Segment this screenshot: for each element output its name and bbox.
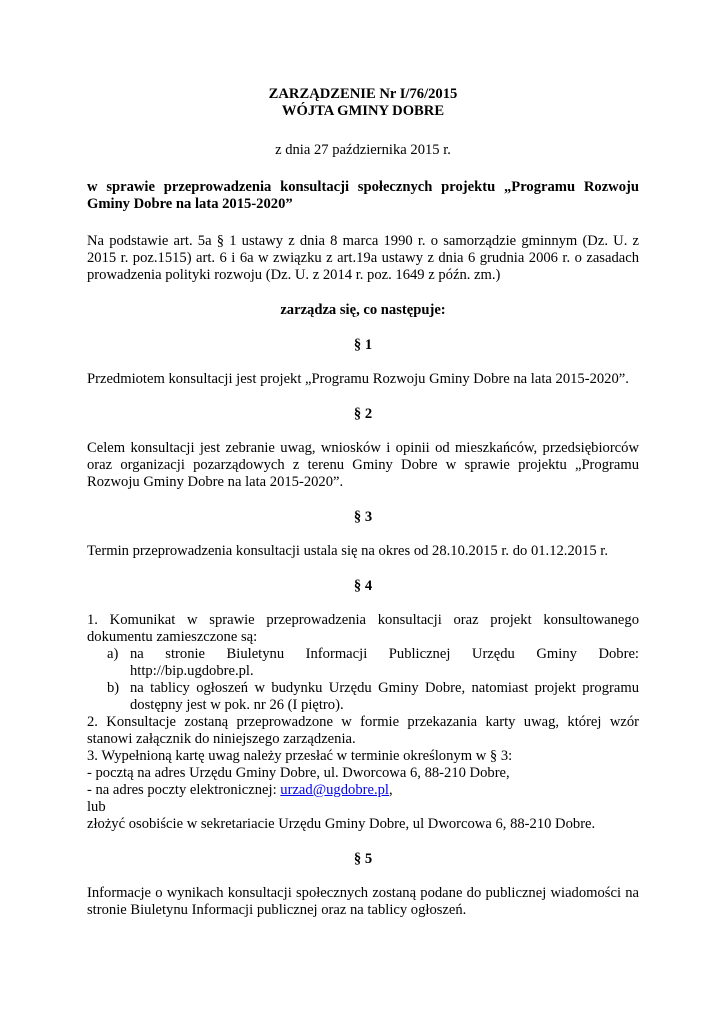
section-2-heading: § 2	[353, 406, 373, 422]
list-item	[87, 680, 639, 714]
submission-or: lub	[87, 799, 106, 815]
document-title: ZARZĄDZENIE Nr I/76/2015	[268, 86, 458, 102]
section-4-heading: § 4	[353, 578, 373, 594]
section-4-point-3: 3. Wypełnioną kartę uwag należy przesłać w terminie określonym w § 3:	[87, 748, 513, 764]
submission-by-post: - pocztą na adres Urzędu Gminy Dobre, ul. Dworcowa 6, 88-210 Dobre,	[87, 765, 510, 781]
section-1-text: Przedmiotem konsultacji jest projekt „Programu Rozwoju Gminy Dobre na lata 2015-2020”.	[87, 371, 629, 387]
list-item-text: na tablicy ogłoszeń w budynku Urzędu Gminy Dobre, natomiast projekt programu dostępny jest w pok. nr 26 (I piętro).	[130, 680, 639, 713]
section-4-body	[87, 612, 639, 833]
section-4-point-2: 2. Konsultacje zostaną przeprowadzone w formie przekazania karty uwag, której wzór stanowi załącznik do niniejszego zarządzenia.	[87, 714, 639, 747]
publication-places-list	[87, 646, 639, 714]
document-page	[87, 86, 639, 919]
email-prefix: - na adres poczty elektronicznej:	[87, 782, 281, 798]
submission-by-email	[87, 782, 639, 799]
section-1-heading: § 1	[353, 337, 373, 353]
orders-heading: zarządza się, co następuje:	[280, 302, 446, 318]
email-suffix: ,	[388, 782, 393, 798]
email-link[interactable]: urzad@ugdobre.pl	[280, 782, 389, 798]
list-marker: b)	[107, 680, 120, 696]
list-item-text: na stronie Biuletynu Informacji Publicznej Urzędu Gminy Dobre: http://bip.ugdobre.pl.	[130, 646, 639, 679]
section-3-text: Termin przeprowadzenia konsultacji ustala się na okres od 28.10.2015 r. do 01.12.2015 r.	[87, 543, 608, 559]
legal-basis: Na podstawie art. 5a § 1 ustawy z dnia 8 marca 1990 r. o samorządzie gminnym (Dz. U. z 2015 r. poz.1515) art. 6 i 6a w związku z art.19a ustawy z dnia 6 grudnia 2006 r. o zasadach prowadzenia polityki rozwoju (Dz. U. z 2014 r. poz. 1649 z późn. zm.)	[87, 233, 639, 283]
list-marker: a)	[107, 646, 119, 662]
document-issuer: WÓJTA GMINY DOBRE	[281, 103, 445, 119]
submission-in-person: złożyć osobiście w sekretariacie Urzędu Gminy Dobre, ul Dworcowa 6, 88-210 Dobre.	[87, 816, 596, 832]
document-date: z dnia 27 października 2015 r.	[275, 142, 451, 158]
list-item	[87, 646, 639, 680]
section-2-text: Celem konsultacji jest zebranie uwag, wniosków i opinii od mieszkańców, przedsiębiorców oraz organizacji pozarządowych z terenu Gminy Dobre w sprawie projektu „Programu Rozwoju Gminy Dobre na lata 2015-2020”.	[87, 440, 639, 490]
document-subject: w sprawie przeprowadzenia konsultacji społecznych projektu „Programu Rozwoju Gminy Dobre na lata 2015-2020”	[87, 179, 639, 212]
section-4-point-1: 1. Komunikat w sprawie przeprowadzenia konsultacji oraz projekt konsultowanego dokumentu zamieszczone są:	[87, 612, 639, 645]
section-5-text: Informacje o wynikach konsultacji społecznych zostaną podane do publicznej wiadomości na stronie Biuletynu Informacji publicznej oraz na tablicy ogłoszeń.	[87, 885, 639, 918]
section-3-heading: § 3	[353, 509, 373, 525]
section-5-heading: § 5	[353, 851, 373, 867]
